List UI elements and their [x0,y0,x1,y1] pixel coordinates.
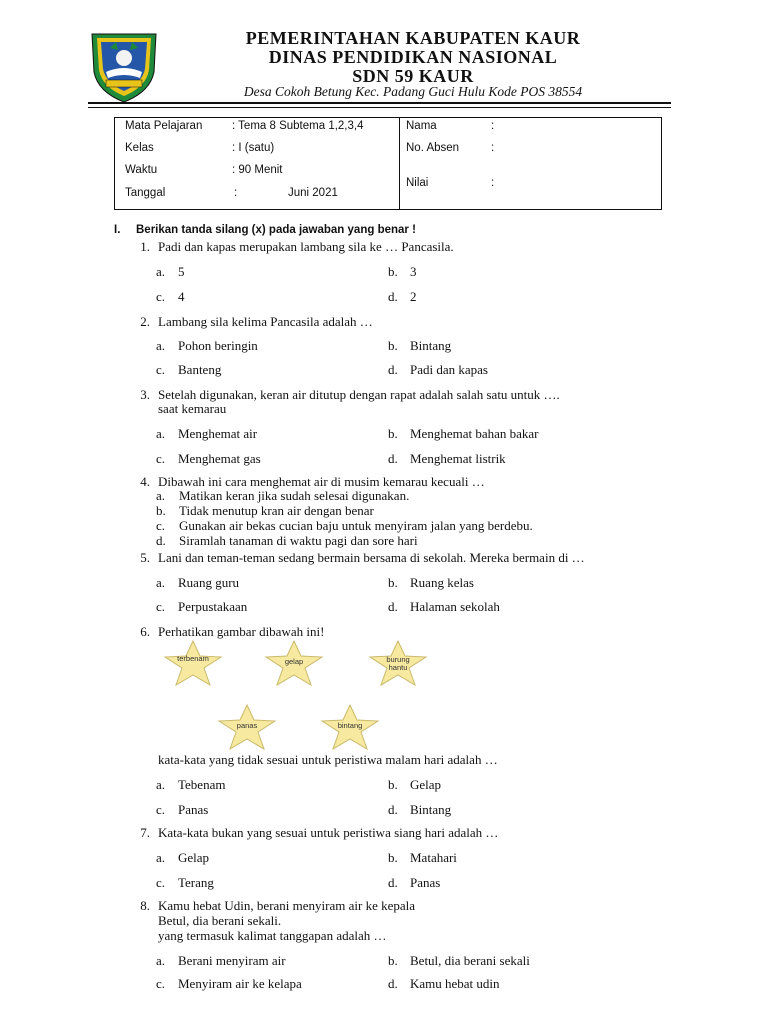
q5-number: 5. [140,550,150,565]
q6-c-letter: c. [156,802,166,817]
q3-option-a[interactable]: Menghemat air [178,426,258,441]
q1-d-letter: d. [388,289,398,304]
student-info-table [114,117,662,210]
q6-option-a[interactable]: Tebenam [178,777,226,792]
q2-option-c[interactable]: Banteng [178,362,222,377]
nama-label: Nama [406,120,437,132]
q8-option-b[interactable]: Betul, dia berani sekali [410,953,530,968]
tanggal-value: Juni 2021 [288,187,338,199]
q2-option-d[interactable]: Padi dan kapas [410,362,488,377]
q1-number: 1. [140,239,150,254]
q4-a-letter: a. [156,488,166,503]
q3-text-line2: saat kemarau [158,401,227,416]
star-shape [163,640,223,686]
q4-text: Dibawah ini cara menghemat air di musim kemarau kecuali … [158,474,485,489]
q3-a-letter: a. [156,426,166,441]
q2-a-letter: a. [156,338,166,353]
q3-option-c[interactable]: Menghemat gas [178,451,261,466]
q7-c-letter: c. [156,875,166,890]
q5-option-a[interactable]: Ruang guru [178,575,240,590]
q2-text: Lambang sila kelima Pancasila adalah … [158,314,373,329]
star-label-panas: panas [236,721,258,730]
q6-option-d[interactable]: Bintang [410,802,452,817]
mapel-value: : Tema 8 Subtema 1,2,3,4 [232,120,364,132]
q4-d-letter: d. [156,533,166,548]
tanggal-label: Tanggal [125,187,166,199]
q4-option-d[interactable]: Siramlah tanaman di waktu pagi dan sore hari [179,533,418,548]
section-number: I. [114,224,121,236]
q4-option-b[interactable]: Tidak menutup kran air dengan benar [179,503,374,518]
q1-option-b[interactable]: 3 [410,264,417,279]
star-label-bintang: bintang [337,721,363,730]
q6-text: Perhatikan gambar dibawah ini! [158,624,325,639]
q3-b-letter: b. [388,426,398,441]
q6-text-line2: kata-kata yang tidak sesuai untuk peristiwa malam hari adalah … [158,752,498,767]
q7-option-b[interactable]: Matahari [410,850,457,865]
q8-number: 8. [140,898,150,913]
q2-b-letter: b. [388,338,398,353]
q3-d-letter: d. [388,451,398,466]
letterhead-line-2: DINAS PENDIDIKAN NASIONAL [268,47,558,67]
q2-c-letter: c. [156,362,166,377]
letterhead-line-1: PEMERINTAHAN KABUPATEN KAUR [245,28,581,48]
q1-option-a[interactable]: 5 [178,264,185,279]
q1-text: Padi dan kapas merupakan lambang sila ke … Pancasila. [158,239,454,254]
q4-option-a[interactable]: Matikan keran jika sudah selesai digunakan. [179,488,410,503]
kelas-value: : I (satu) [232,142,275,154]
q1-c-letter: c. [156,289,166,304]
tanggal-colon: : [234,187,238,199]
q7-d-letter: d. [388,875,398,890]
star-gelap [264,640,324,686]
letterhead-line-3: SDN 59 KAUR [352,66,474,86]
q7-b-letter: b. [388,850,398,865]
q8-text-line2: Betul, dia berani sekali. [158,913,282,928]
q8-option-c[interactable]: Menyiram air ke kelapa [178,976,302,991]
q1-a-letter: a. [156,264,166,279]
mapel-label: Mata Pelajaran [125,120,203,132]
absen-colon: : [491,142,495,154]
q3-option-d[interactable]: Menghemat listrik [410,451,506,466]
q5-d-letter: d. [388,599,398,614]
q1-option-d[interactable]: 2 [410,289,417,304]
q3-option-b[interactable]: Menghemat bahan bakar [410,426,539,441]
star-label-burung-hantu: burung hantu [386,655,410,672]
star-label-gelap: gelap [284,657,304,666]
q4-number: 4. [140,474,150,489]
q2-option-a[interactable]: Pohon beringin [178,338,258,353]
q6-a-letter: a. [156,777,166,792]
q1-b-letter: b. [388,264,398,279]
q4-b-letter: b. [156,503,166,518]
q7-text: Kata-kata bukan yang sesuai untuk peristiwa siang hari adalah … [158,825,499,840]
q5-option-c[interactable]: Perpustakaan [178,599,248,614]
q8-c-letter: c. [156,976,166,991]
section-title: Berikan tanda silang (x) pada jawaban yang benar ! [136,224,416,236]
q5-b-letter: b. [388,575,398,590]
q8-option-a[interactable]: Berani menyiram air [178,953,286,968]
letterhead-rule-thick [88,102,671,104]
absen-label: No. Absen [406,142,460,154]
star-terbenam [163,640,223,686]
q6-option-b[interactable]: Gelap [410,777,442,792]
q3-c-letter: c. [156,451,166,466]
star-panas [217,704,277,750]
q8-b-letter: b. [388,953,398,968]
q2-option-b[interactable]: Bintang [410,338,452,353]
waktu-value: : 90 Menit [232,164,283,176]
q7-option-d[interactable]: Panas [410,875,441,890]
q5-option-b[interactable]: Ruang kelas [410,575,474,590]
nama-colon: : [491,120,495,132]
q5-a-letter: a. [156,575,166,590]
q7-number: 7. [140,825,150,840]
q2-number: 2. [140,314,150,329]
q8-text-line3: yang termasuk kalimat tanggapan adalah … [158,928,387,943]
letterhead-rule-thin [88,107,671,108]
q4-c-letter: c. [156,518,166,533]
q1-option-c[interactable]: 4 [178,289,185,304]
star-bintang [320,704,380,750]
q6-number: 6. [140,624,150,639]
q8-d-letter: d. [388,976,398,991]
q3-number: 3. [140,387,150,402]
q8-option-d[interactable]: Kamu hebat udin [410,976,500,991]
q7-option-a[interactable]: Gelap [178,850,210,865]
q8-a-letter: a. [156,953,166,968]
star-label-terbenam: terbenam [177,654,209,663]
q7-option-c[interactable]: Terang [178,875,214,890]
nilai-colon: : [491,177,495,189]
table-divider [399,118,400,209]
q6-option-c[interactable]: Panas [178,802,209,817]
waktu-label: Waktu [125,164,158,176]
q6-d-letter: d. [388,802,398,817]
school-address: Desa Cokoh Betung Kec. Padang Guci Hulu Kode POS 38554 [243,84,583,99]
q6-b-letter: b. [388,777,398,792]
q5-option-d[interactable]: Halaman sekolah [410,599,500,614]
nilai-label: Nilai [406,177,429,189]
q4-option-c[interactable]: Gunakan air bekas cucian baju untuk menyiram jalan yang berdebu. [179,518,533,533]
q5-text: Lani dan teman-teman sedang bermain bersama di sekolah. Mereka bermain di … [158,550,585,565]
q3-text: Setelah digunakan, keran air ditutup dengan rapat adalah salah satu untuk …. [158,387,560,402]
q7-a-letter: a. [156,850,166,865]
q2-d-letter: d. [388,362,398,377]
star-burung-hantu [368,640,428,686]
q5-c-letter: c. [156,599,166,614]
q8-text: Kamu hebat Udin, berani menyiram air ke kepala [158,898,416,913]
kelas-label: Kelas [125,142,154,154]
